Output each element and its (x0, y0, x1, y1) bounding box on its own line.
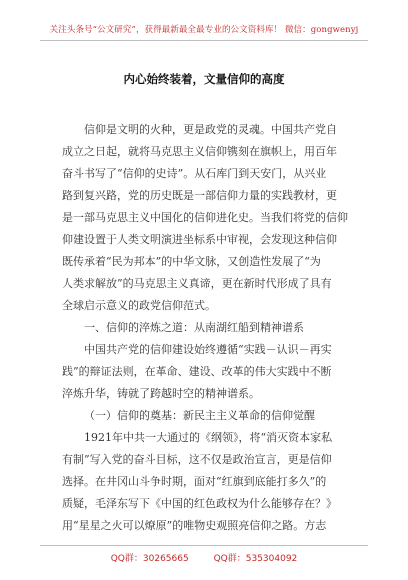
footer-qq-group-2: QQ群：535304092 (213, 554, 298, 564)
body-line: 仰建设置于人类文明演进坐标系中审视，会发现这种信仰 (62, 233, 337, 246)
document-title: 内心始终装着，文量信仰的高度 (123, 72, 285, 86)
body-line: 用“星星之火可以燎原”的唯物史观照亮信仰之路。方志 (62, 519, 327, 532)
body-line: 质疑，毛泽东写下《中国的红色政权为什么能够存在？》 (62, 497, 337, 510)
body-line: 成立之日起，就将马克思主义信仰镌刻在旗帜上，用百年 (62, 145, 337, 158)
body-line: （一）信仰的奠基：新民主主义革命的信仰觉醒 (84, 409, 315, 422)
body-line: 淬炼升华，铸就了跨越时空的精神谱系。 (62, 387, 260, 400)
footer (0, 551, 408, 564)
body-line: 奋斗书写了“信仰的史诗”。从石库门到天安门，从兴业 (62, 167, 327, 180)
body-line: 是一部马克思主义中国化的信仰进化史。当我们将党的信仰 (62, 211, 348, 224)
header-divider (40, 40, 368, 41)
body-line: 1921年中共一大通过的《纲领》，将“消灭资本家私 (84, 431, 333, 444)
body-line: 信仰是文明的火种，更是政党的灵魂。中国共产党自 (84, 123, 337, 136)
footer-qq-group-1: QQ群：30265665 (110, 554, 189, 564)
body-line: 既传承着“民为邦本”的中华文脉，又创造性发展了“为 (62, 255, 321, 268)
body-line: 选择。在井冈山斗争时期，面对“红旗到底能打多久”的 (62, 475, 327, 488)
header-notice: 关注头条号“公文研究”，获得最新最全最专业的公文资料库！ 微信：gongwenyj (49, 25, 359, 35)
footer-divider (40, 545, 368, 546)
document-body (62, 119, 354, 537)
body-line: 全球启示意义的政党信仰范式。 (62, 299, 216, 312)
body-line: 中国共产党的信仰建设始终遵循“实践－认识－再实 (84, 343, 332, 356)
body-line: 人类求解放”的马克思主义真谛，更在新时代形成了具有 (62, 277, 332, 290)
body-line: 路到复兴路，党的历史既是一部信仰力量的实践教材，更 (62, 189, 337, 202)
body-line: 一、信仰的淬炼之道：从南湖红船到精神谱系 (84, 321, 304, 334)
body-line: 践”的辩证法则，在革命、建设、改革的伟大实践中不断 (62, 365, 332, 378)
body-line: 有制”写入党的奋斗目标，这不仅是政治宣言，更是信仰 (62, 453, 332, 466)
